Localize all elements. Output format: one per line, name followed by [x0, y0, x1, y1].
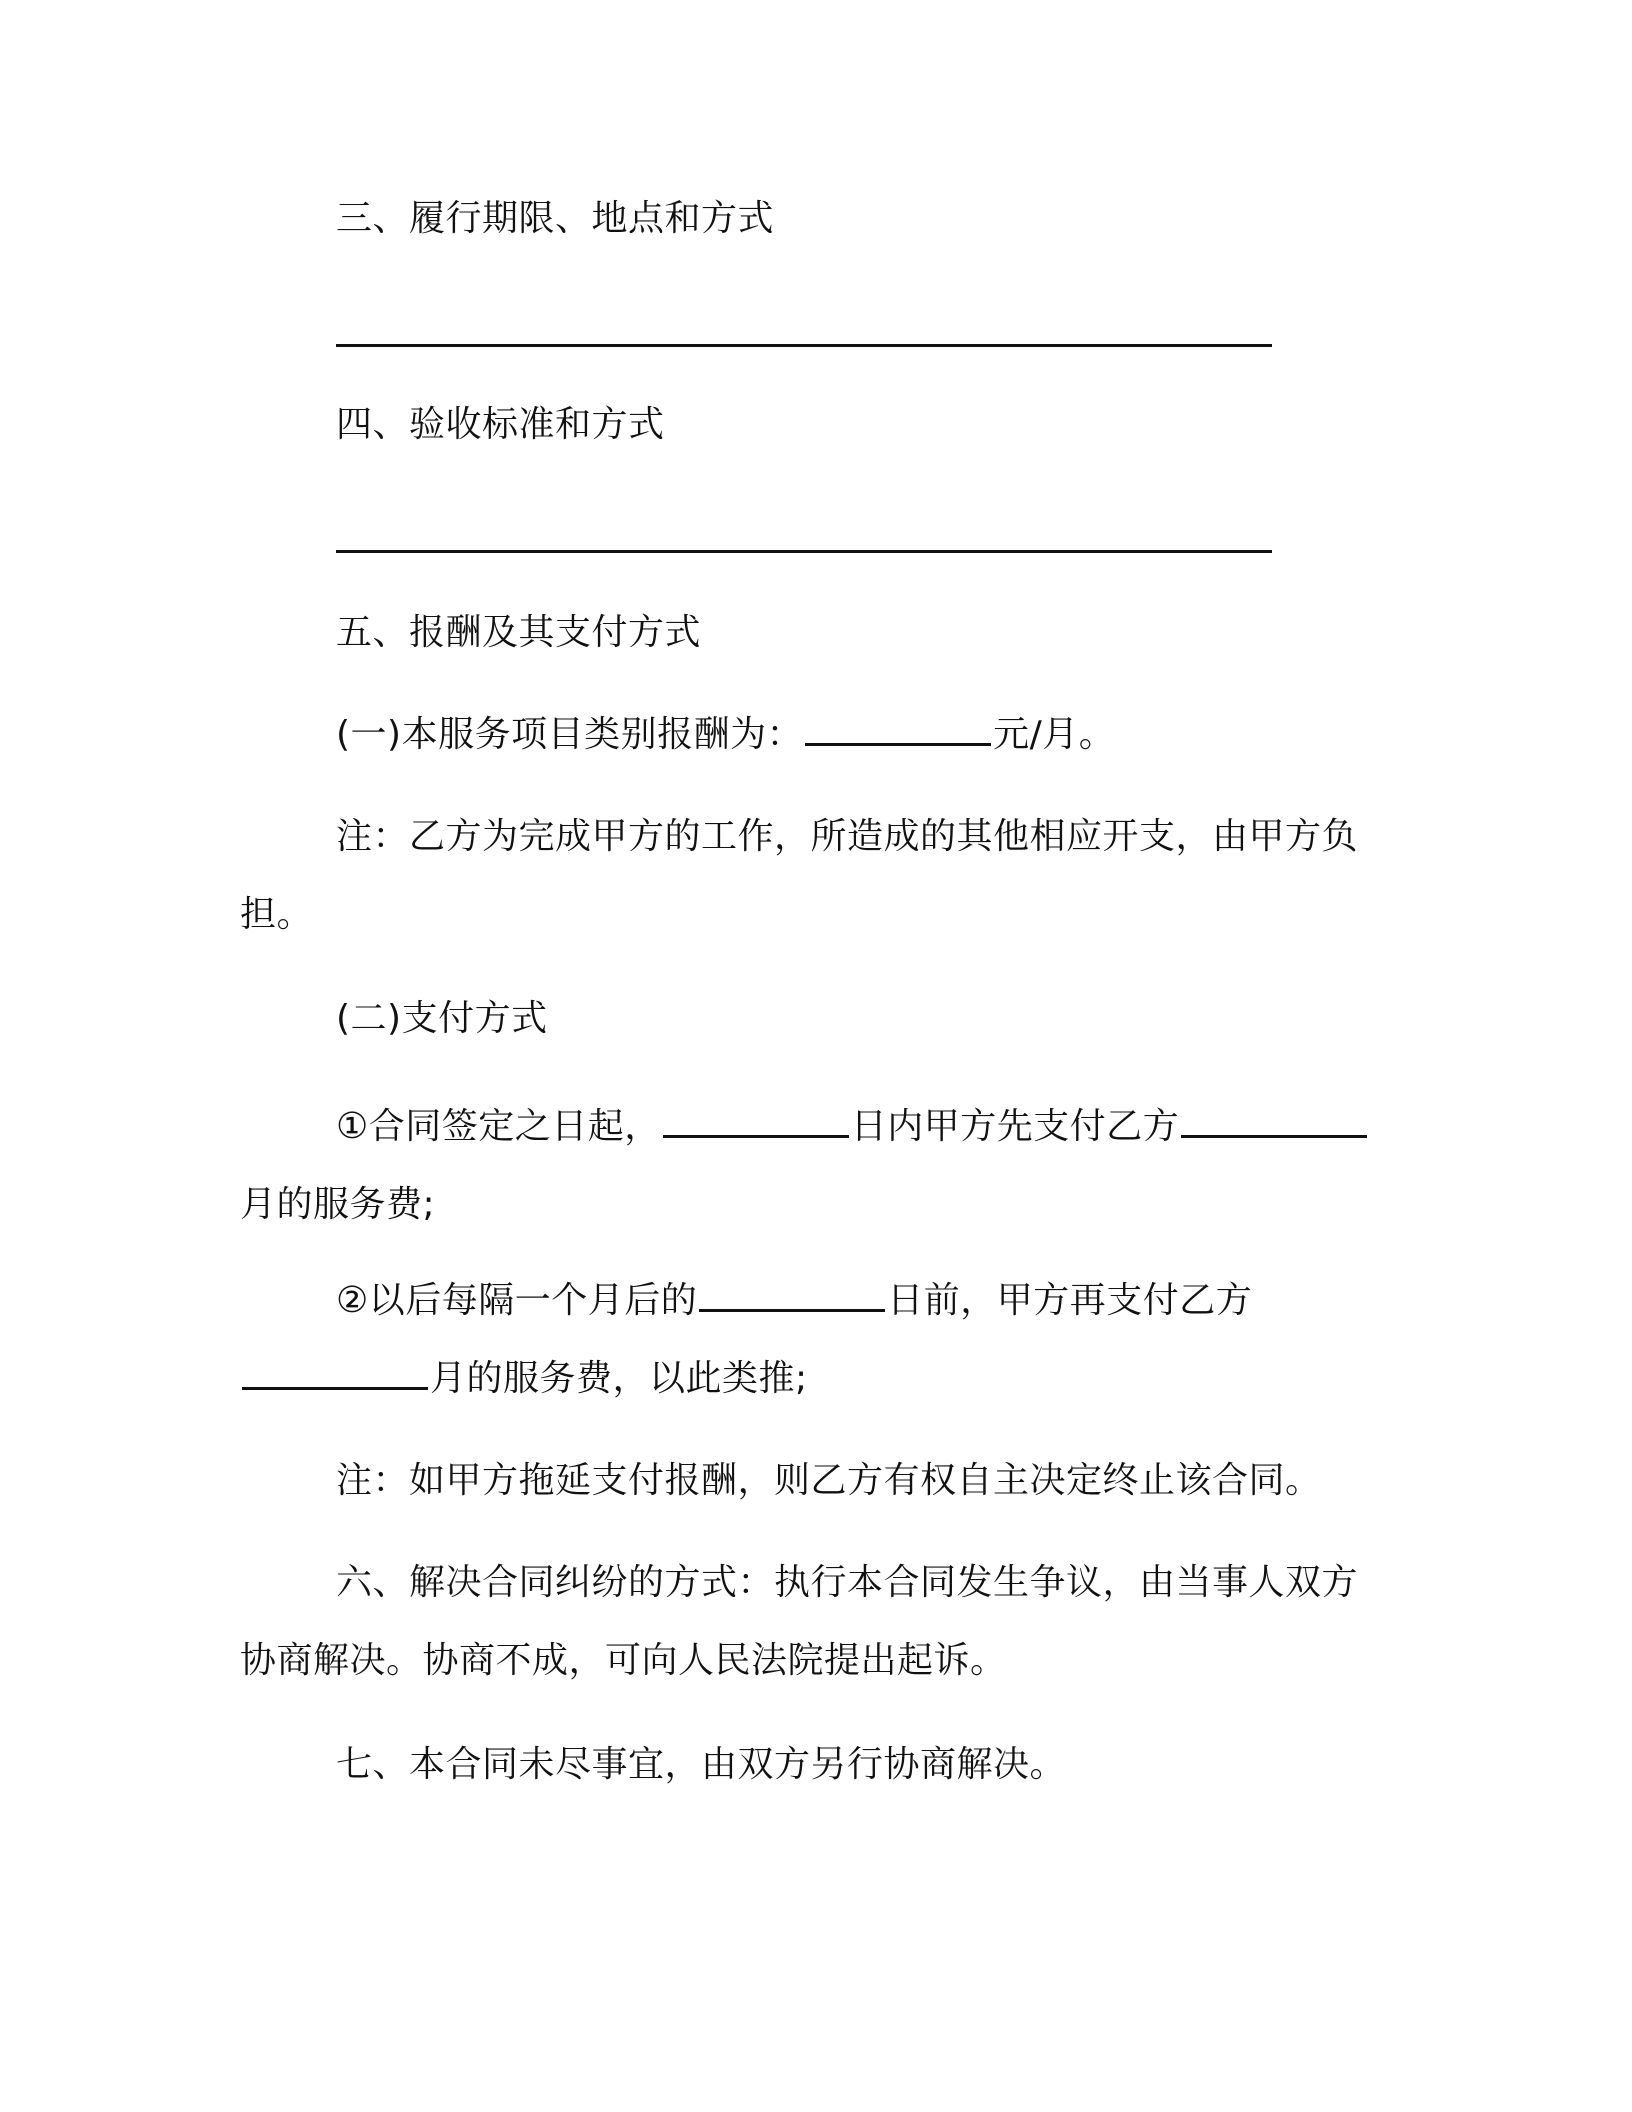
payment-1-months-blank [1181, 1105, 1367, 1138]
section-5-title: 五、报酬及其支付方式 [336, 612, 702, 653]
blank-line-section-4 [336, 550, 1272, 553]
payment-1-part-b: 日内甲方先支付乙方 [850, 1106, 1180, 1147]
payment-1-part-c: 月的服务费; [240, 1184, 436, 1225]
payment-clause-1 [240, 1088, 1380, 1244]
payment-clause-2 [240, 1262, 1380, 1418]
fee-unit: 元/月。 [993, 714, 1116, 755]
section-6-disputes: 六、解决合同纠纷的方式：执行本合同发生争议，由当事人双方协商解决。协商不成，可向人民法院提出起诉。 [240, 1562, 1359, 1681]
fee-blank [805, 713, 991, 746]
payment-2-day-blank [699, 1279, 885, 1312]
section-5-1-fee [240, 696, 1380, 774]
payment-2-part-a: ②以后每隔一个月后的 [336, 1280, 698, 1321]
section-7-misc: 七、本合同未尽事宜，由双方另行协商解决。 [336, 1744, 1067, 1785]
section-3-title: 三、履行期限、地点和方式 [336, 198, 775, 239]
payment-1-part-a: ①合同签定之日起， [336, 1106, 661, 1147]
note-late-payment: 注：如甲方拖延支付报酬，则乙方有权自主决定终止该合同。 [336, 1460, 1322, 1501]
payment-2-months-blank [242, 1357, 428, 1390]
section-4-title: 四、验收标准和方式 [336, 404, 665, 445]
note-expenses: 注：乙方为完成甲方的工作，所造成的其他相应开支，由甲方负担。 [240, 816, 1359, 935]
payment-2-part-c: 月的服务费，以此类推; [430, 1358, 808, 1399]
blank-line-section-3 [336, 344, 1272, 347]
payment-1-days-blank [663, 1105, 849, 1138]
fee-label: (一)本服务项目类别报酬为： [336, 714, 804, 755]
payment-2-part-b: 日前，甲方再支付乙方 [887, 1280, 1253, 1321]
section-5-2-title: (二)支付方式 [336, 998, 548, 1039]
